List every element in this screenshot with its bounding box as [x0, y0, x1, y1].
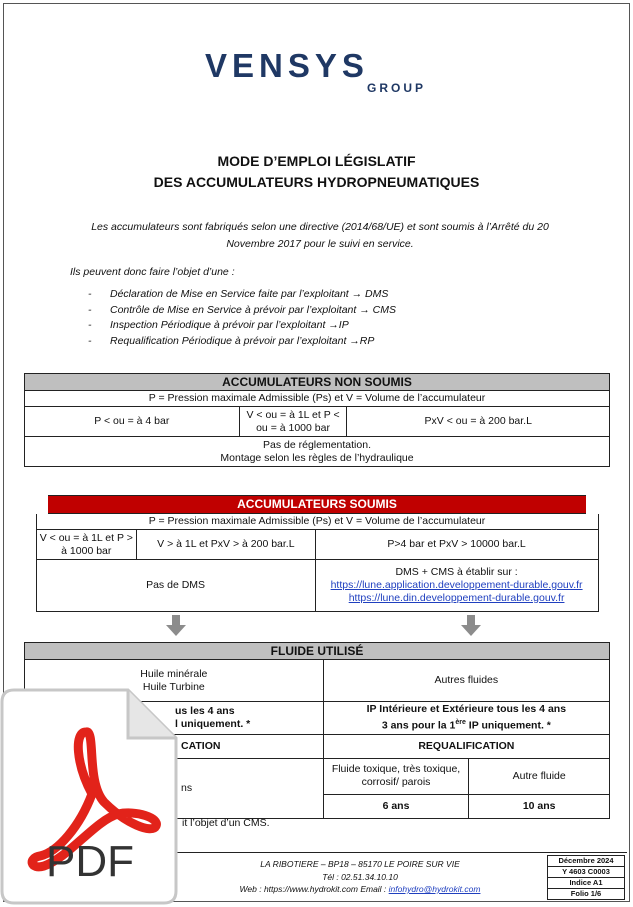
- footer-index: Indice A1: [548, 878, 625, 889]
- lune-application-link[interactable]: https://lune.application.developpement-durable.gouv.fr: [330, 579, 583, 591]
- soumis-no-dms: Pas de DMS: [36, 560, 315, 612]
- footer-web-email: [180, 883, 540, 896]
- non-soumis-result: [25, 437, 610, 467]
- doc-title-line2: DES ACCUMULATEURS HYDROPNEUMATIQUES: [153, 174, 480, 190]
- soumis-table: [24, 495, 610, 612]
- requalif-other-header: REQUALIFICATION: [323, 734, 609, 758]
- non-soumis-cond-pressure: P < ou = à 4 bar: [25, 407, 240, 437]
- non-soumis-result-line1: Pas de réglementation.: [263, 438, 371, 451]
- ip-other-line2-a: 3 ans pour la 1: [381, 719, 456, 732]
- requalif-mineral-header: CATION: [25, 734, 324, 758]
- requalif-toxic-label: Fluide toxique, très toxique, corrosif/ parois: [323, 758, 469, 794]
- soumis-dms-cms: [315, 560, 598, 612]
- fluide-other: Autres fluides: [323, 660, 609, 702]
- non-soumis-result-line2: Montage selon les règles de l’hydraulique: [220, 451, 414, 464]
- ip-other-line1: IP Intérieure et Extérieure tous les 4 ans: [366, 703, 567, 715]
- requalif-other-label: Autre fluide: [469, 758, 610, 794]
- fluide-mineral-line2: Huile Turbine: [142, 680, 205, 693]
- list-item: - Inspection Périodique à prévoir par l’exploitant →IP: [88, 318, 396, 334]
- list-item: - Déclaration de Mise en Service faite par l’exploitant → DMS: [88, 287, 396, 303]
- dms-cms-label: DMS + CMS à établir sur :: [395, 566, 518, 578]
- footer-phone: Tél : 02.51.34.10.10: [322, 871, 398, 882]
- footer-ref: Y 4603 C0003: [548, 867, 625, 878]
- list-item: - Contrôle de Mise en Service à prévoir par l’exploitant → CMS: [88, 303, 396, 319]
- non-soumis-cond-pv: PxV < ou = à 200 bar.L: [347, 407, 610, 437]
- requalif-toxic-years: 6 ans: [323, 794, 469, 818]
- requalif-mineral-value: ns: [25, 758, 324, 818]
- obligations-lead: Ils peuvent donc faire l’objet d’une :: [70, 266, 235, 278]
- doc-title-line1: MODE D’EMPLOI LÉGISLATIF: [217, 153, 416, 169]
- footer-web: Web : https://www.hydrokit.com Email :: [239, 884, 389, 894]
- logo-subtitle: GROUP: [366, 81, 426, 95]
- fluide-header: FLUIDE UTILISÉ: [25, 643, 610, 660]
- logo-wordmark: VENSYS: [205, 47, 369, 84]
- obligations-list: [88, 287, 396, 349]
- non-soumis-table: [24, 373, 610, 467]
- soumis-cond-volume: V > à 1L et PxV > à 200 bar.L: [137, 530, 316, 560]
- list-item: - Requalification Périodique à prévoir par l’exploitant →RP: [88, 334, 396, 350]
- cms-note: it l’objet d’un CMS.: [182, 817, 270, 829]
- ip-mineral-line2: l uniquement. *: [175, 717, 251, 730]
- footer-email-link[interactable]: infohydro@hydrokit.com: [388, 884, 481, 894]
- pdf-file-icon[interactable]: [0, 686, 180, 907]
- ip-other-line2: [327, 716, 606, 733]
- soumis-definition: P = Pression maximale Admissible (Ps) et V = Volume de l’accumulateur: [36, 514, 598, 530]
- non-soumis-definition: P = Pression maximale Admissible (Ps) et V = Volume de l’accumulateur: [25, 391, 610, 407]
- intro-paragraph: Les accumulateurs sont fabriqués selon une directive (2014/68/UE) et sont soumis à l’Arrêté du 20 Novembre 2017 pour le suivi en service.: [91, 221, 549, 250]
- footer-address-line: LA RIBOTIERE – BP18 – 85170 LE POIRE SUR VIE: [260, 859, 460, 869]
- ip-other-line2-b: IP uniquement. *: [465, 719, 551, 732]
- non-soumis-cond-volume: V < ou = à 1L et P < ou = à 1000 bar: [239, 407, 347, 437]
- footer-address: [180, 858, 540, 896]
- lune-din-link[interactable]: https://lune.din.developpement-durable.gouv.fr: [348, 592, 565, 604]
- non-soumis-header: ACCUMULATEURS NON SOUMIS: [25, 374, 610, 391]
- ip-mineral-line1: us les 4 ans: [175, 704, 235, 717]
- ip-other: [323, 702, 609, 735]
- ip-other-sup: ère: [455, 719, 466, 726]
- requalif-other-years: 10 ans: [469, 794, 610, 818]
- down-arrow-icon: [461, 615, 481, 637]
- fluide-mineral-line1: Huile minérale: [140, 667, 208, 680]
- down-arrow-icon: [166, 615, 186, 637]
- vensys-logo: [205, 48, 430, 98]
- footer-divider: [175, 852, 627, 853]
- soumis-header: ACCUMULATEURS SOUMIS: [36, 496, 598, 514]
- footer-reference-box: [547, 855, 625, 900]
- footer-date: Décembre 2024: [548, 856, 625, 867]
- footer-folio: Folio 1/6: [548, 889, 625, 900]
- soumis-cond-high: P>4 bar et PxV > 10000 bar.L: [315, 530, 598, 560]
- pdf-badge-label: PDF: [46, 837, 134, 886]
- soumis-cond-small-volume: V < ou = à 1L et P > à 1000 bar: [36, 530, 137, 560]
